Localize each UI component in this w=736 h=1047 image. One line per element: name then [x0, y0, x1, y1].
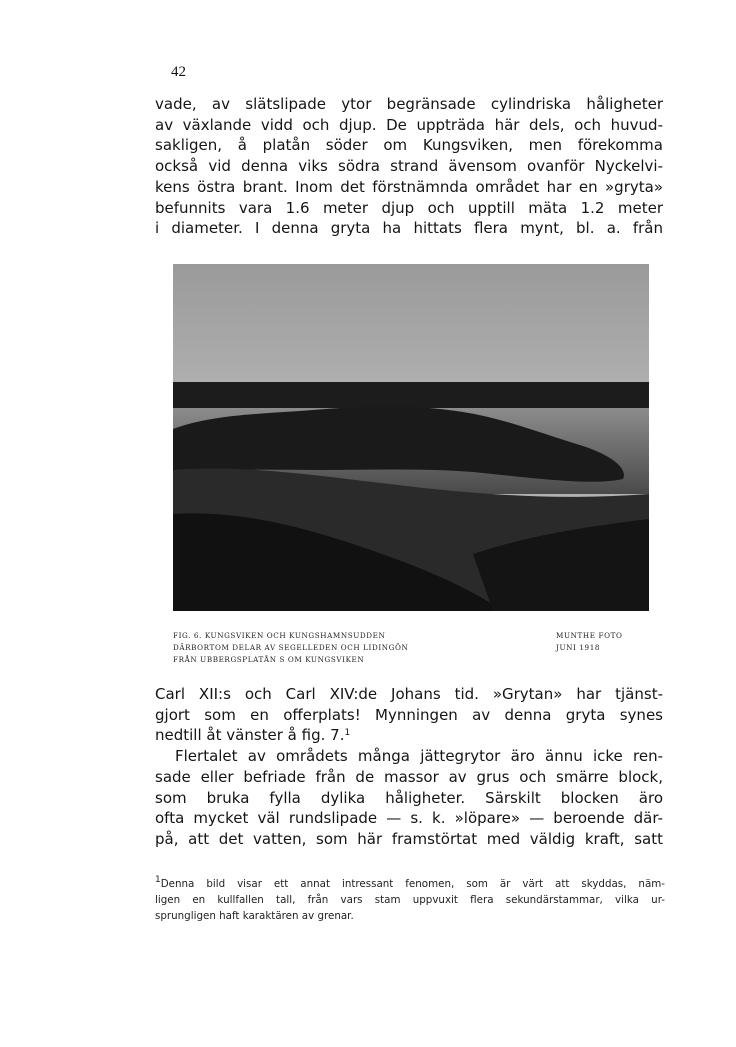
- text-line: kens östra brant. Inom det förstnämnda området har en »gryta»: [155, 177, 663, 196]
- text-line: Flertalet av områdets många jättegrytor äro ännu icke ren-: [175, 747, 663, 766]
- text-line: Carl XII:s och Carl XIV:de Johans tid. »Grytan» har tjänst-: [155, 685, 663, 703]
- footnote-reference: 1: [344, 728, 351, 739]
- text-line: sakligen, å platån söder om Kungsviken, men förekomma: [155, 136, 663, 155]
- text-line: på, att det vatten, som här framstörtat med väldig kraft, satt: [155, 829, 663, 848]
- footnote-text: Denna bild visar ett annat intressant fenomen, som är värt att skyddas, näm-: [160, 878, 665, 890]
- caption-line: DÄRBORTOM DELAR AV SEGELLEDEN OCH LIDINGÖN: [173, 643, 409, 652]
- footnote-line: sprungligen haft karaktären av grenar.: [155, 910, 354, 922]
- footnote-line: ligen en kullfallen tall, från vars stam uppvuxit flera sekundärstammar, vilka ur-: [155, 894, 665, 906]
- page-number: 42: [171, 64, 186, 80]
- paragraph-bottom: [155, 684, 663, 850]
- text-line: befunnits vara 1.6 meter djup och upptill mäta 1.2 meter: [155, 198, 663, 217]
- text-line: av växlande vidd och djup. De uppträda här dels, och huvud-: [155, 115, 663, 134]
- credit-line: JUNI 1918: [556, 643, 601, 652]
- paragraph-top: [155, 94, 663, 239]
- landscape-photo-icon: [173, 264, 649, 611]
- text-line: också vid denna viks södra strand ävensom ovanför Nyckelvi-: [155, 157, 663, 176]
- credit-line: MUNTHE FOTO: [556, 631, 623, 640]
- text-line: [155, 725, 663, 746]
- figure-photograph: [173, 264, 649, 611]
- footnote: [155, 876, 665, 924]
- figure-credit: [556, 630, 656, 654]
- text-line: i diameter. I denna gryta ha hittats flera mynt, bl. a. från: [155, 219, 663, 238]
- text-line: gjort som en offerplats! Mynningen av denna gryta synes: [155, 705, 663, 724]
- text-line-content: nedtill åt vänster å fig. 7.: [155, 726, 345, 745]
- caption-line: FRÅN UBBERGSPLATÅN S OM KUNGSVIKEN: [173, 655, 365, 664]
- text-line: vade, av slätslipade ytor begränsade cylindriska håligheter: [155, 95, 663, 113]
- footnote-marker: 1: [155, 875, 161, 885]
- caption-line: FIG. 6. KUNGSVIKEN OCH KUNGSHAMNSUDDEN: [173, 631, 386, 640]
- text-line: ofta mycket väl rundslipade — s. k. »löpare» — beroende där-: [155, 809, 663, 828]
- text-line: som bruka fylla dylika håligheter. Särskilt blocken äro: [155, 788, 663, 807]
- footnote-line: [155, 876, 665, 892]
- text-line: sade eller befriade från de massor av grus och smärre block,: [155, 767, 663, 786]
- figure-caption: [173, 630, 503, 666]
